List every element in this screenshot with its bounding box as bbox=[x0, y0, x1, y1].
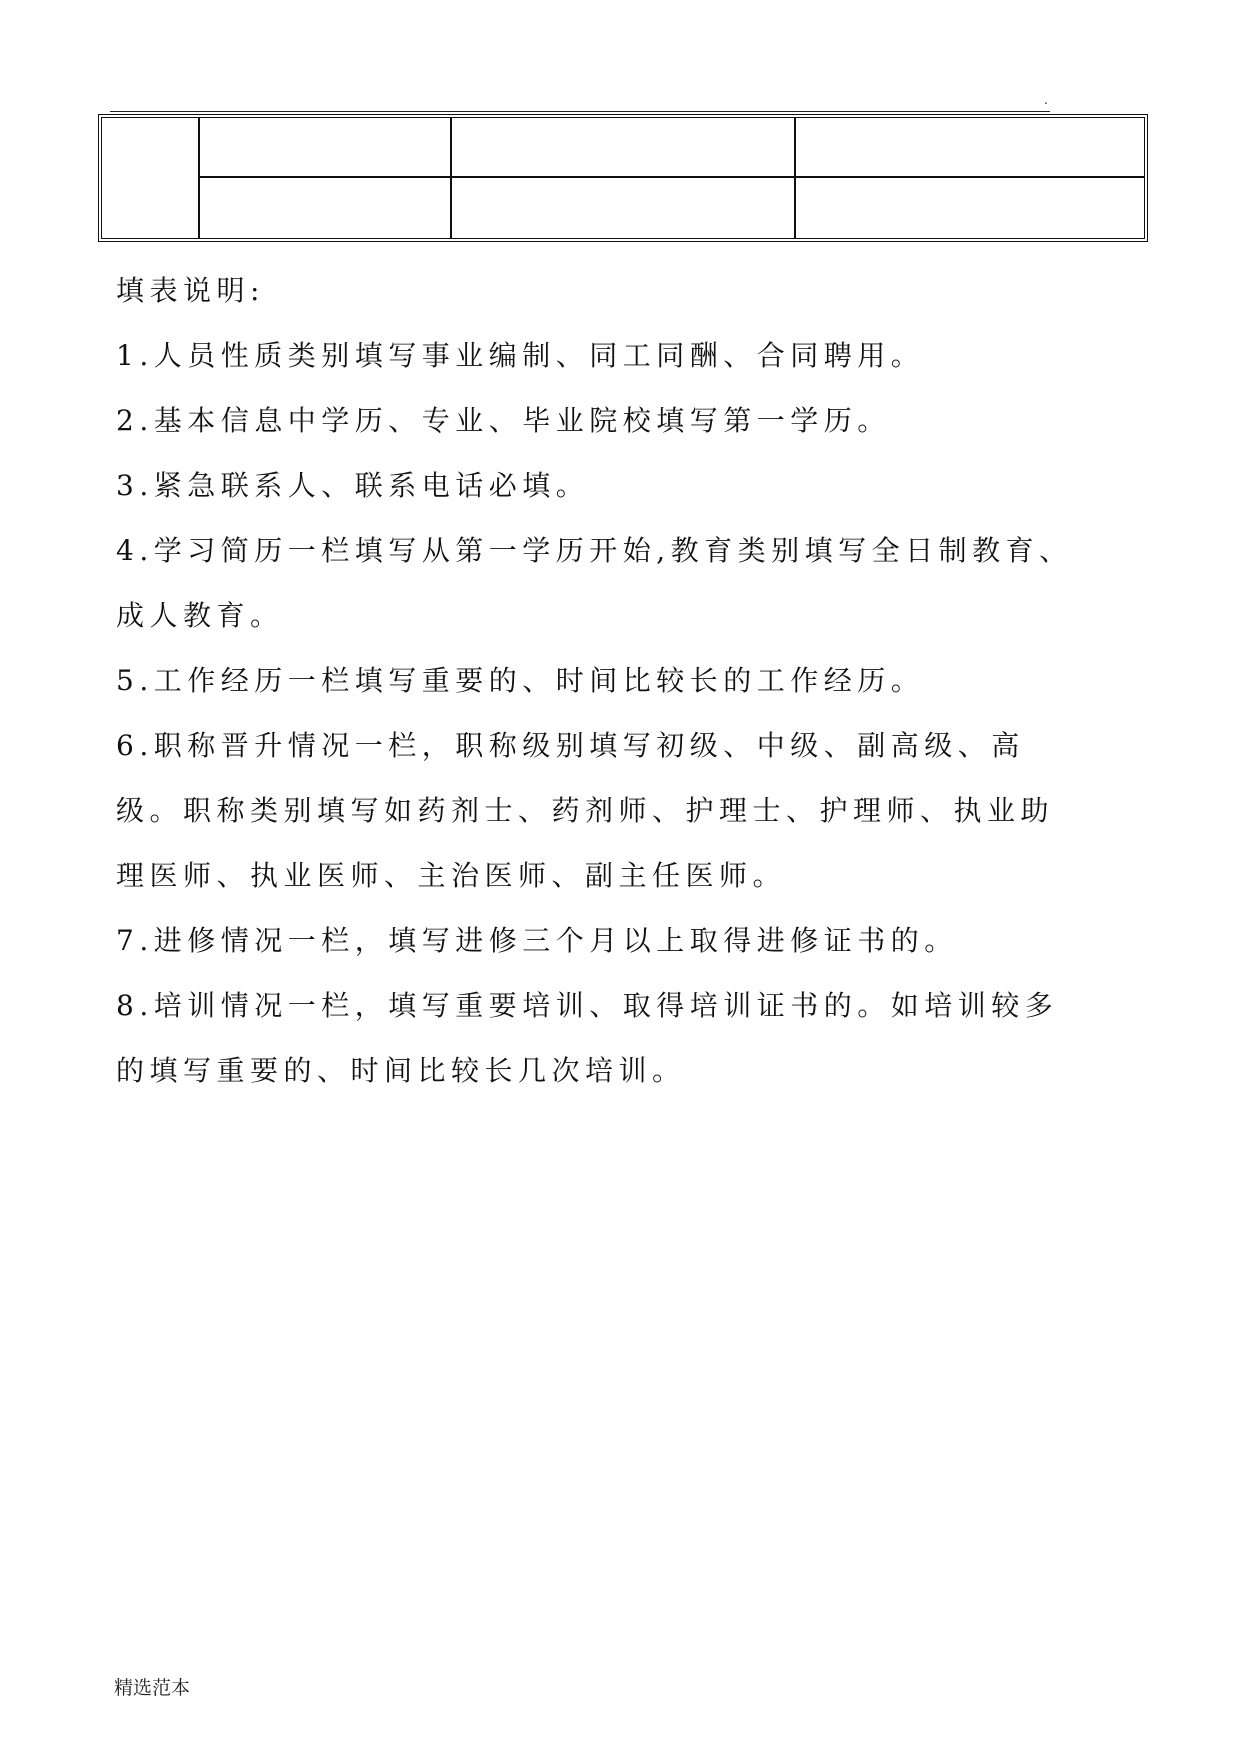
header-rule bbox=[110, 111, 1050, 112]
instruction-item: 3.紧急联系人、联系电话必填。 bbox=[116, 469, 590, 502]
table-cell[interactable] bbox=[452, 178, 794, 238]
instructions bbox=[116, 258, 1076, 1103]
instruction-item: 6.职称晋升情况一栏，职称级别填写初级、中级、副高级、高级。职称类别填写如药剂士、药剂师、护理士、护理师、执业助理医师、执业医师、主治医师、副主任医师。 bbox=[116, 729, 1055, 892]
instruction-item: 1.人员性质类别填写事业编制、同工同酬、合同聘用。 bbox=[116, 339, 925, 372]
table-cell[interactable] bbox=[200, 178, 450, 238]
instruction-item: 4.学习简历一栏填写从第一学历开始,教育类别填写全日制教育、成人教育。 bbox=[116, 534, 1073, 632]
table-cell[interactable] bbox=[200, 118, 450, 176]
instruction-item: 5.工作经历一栏填写重要的、时间比较长的工作经历。 bbox=[116, 664, 925, 697]
instruction-item: 8.培训情况一栏，填写重要培训、取得培训证书的。如培训较多的填写重要的、时间比较长几次培训。 bbox=[116, 989, 1059, 1087]
table-cell-label bbox=[102, 118, 198, 238]
form-table bbox=[98, 114, 1148, 242]
footer-label: 精选范本 bbox=[114, 1677, 191, 1699]
table-cell[interactable] bbox=[452, 118, 794, 176]
table-cell[interactable] bbox=[796, 118, 1144, 176]
table-cell[interactable] bbox=[796, 178, 1144, 238]
header-dot: . bbox=[1044, 93, 1048, 107]
instructions-title: 填表说明: bbox=[116, 274, 265, 307]
instruction-item: 7.进修情况一栏，填写进修三个月以上取得进修证书的。 bbox=[116, 924, 958, 957]
instruction-item: 2.基本信息中学历、专业、毕业院校填写第一学历。 bbox=[116, 404, 891, 437]
